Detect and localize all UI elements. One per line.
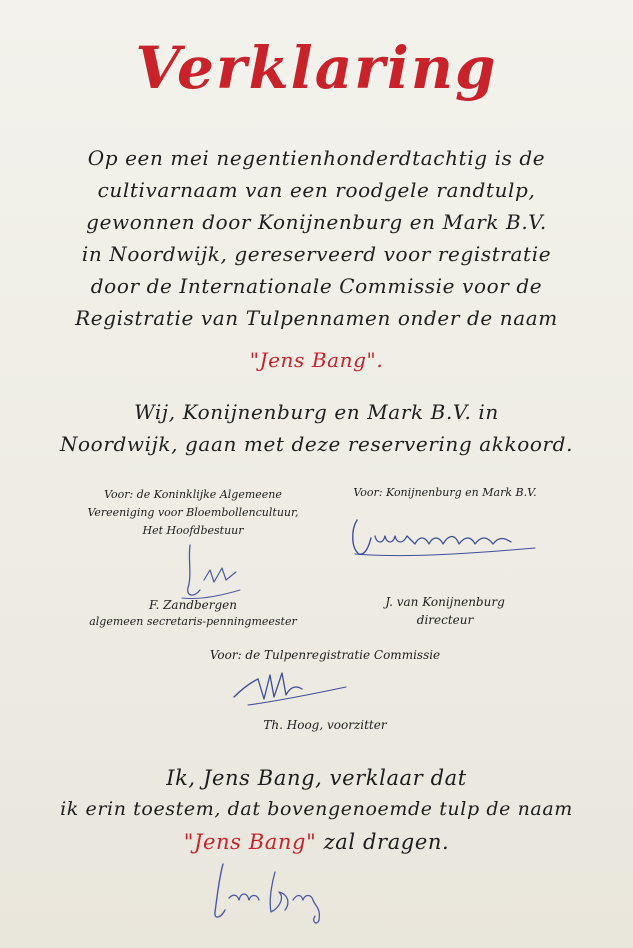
right-signature-icon (345, 510, 545, 565)
left-org-line-3: Het Hoofdbestuur (142, 524, 244, 537)
closing-line-3 (40, 830, 593, 854)
closing-cultivar-name: "Jens Bang" (183, 830, 317, 854)
body-line-1: Op een mei negentienhonderdtachtig is de (87, 146, 546, 170)
left-signatory-name: F. Zandbergen (148, 598, 238, 612)
closing-line-3-rest: zal dragen. (316, 830, 450, 854)
right-org: Voor: Konijnenburg en Mark B.V. (353, 486, 537, 499)
center-signatory-name: Th. Hoog, voorzitter (263, 718, 387, 732)
left-org-line-2: Vereeniging voor Bloembollencultuur, (87, 506, 299, 519)
body-line-3: gewonnen door Konijnenburg en Mark B.V. (86, 210, 547, 234)
agreement-line-1: Wij, Konijnenburg en Mark B.V. in (134, 400, 499, 424)
jens-bang-signature-icon (205, 858, 335, 928)
left-org-line-1: Voor: de Koninklijke Algemeene (104, 488, 282, 501)
center-signature-icon (228, 665, 358, 710)
body-line-5: door de Internationale Commissie voor de (90, 274, 543, 298)
closing-line-1: Ik, Jens Bang, verklaar dat (166, 766, 467, 790)
left-signatory-role: algemeen secretaris-penningmeester (89, 615, 297, 628)
reserved-cultivar-name: "Jens Bang". (249, 348, 384, 372)
closing-line-2: ik erin toestem, dat bovengenoemde tulp de naam (60, 798, 573, 820)
right-signatory-name: J. van Konijnenburg (385, 595, 505, 609)
body-line-6: Registratie van Tulpennamen onder de naam (75, 306, 558, 330)
agreement-line-2: Noordwijk, gaan met deze reservering akkoord. (59, 432, 574, 456)
center-org: Voor: de Tulpenregistratie Commissie (209, 648, 441, 662)
document-title: Verklaring (135, 34, 498, 102)
body-line-4: in Noordwijk, gereserveerd voor registratie (81, 242, 552, 266)
right-signatory-role: directeur (416, 613, 474, 627)
body-line-2: cultivarnaam van een roodgele randtulp, (97, 178, 536, 202)
